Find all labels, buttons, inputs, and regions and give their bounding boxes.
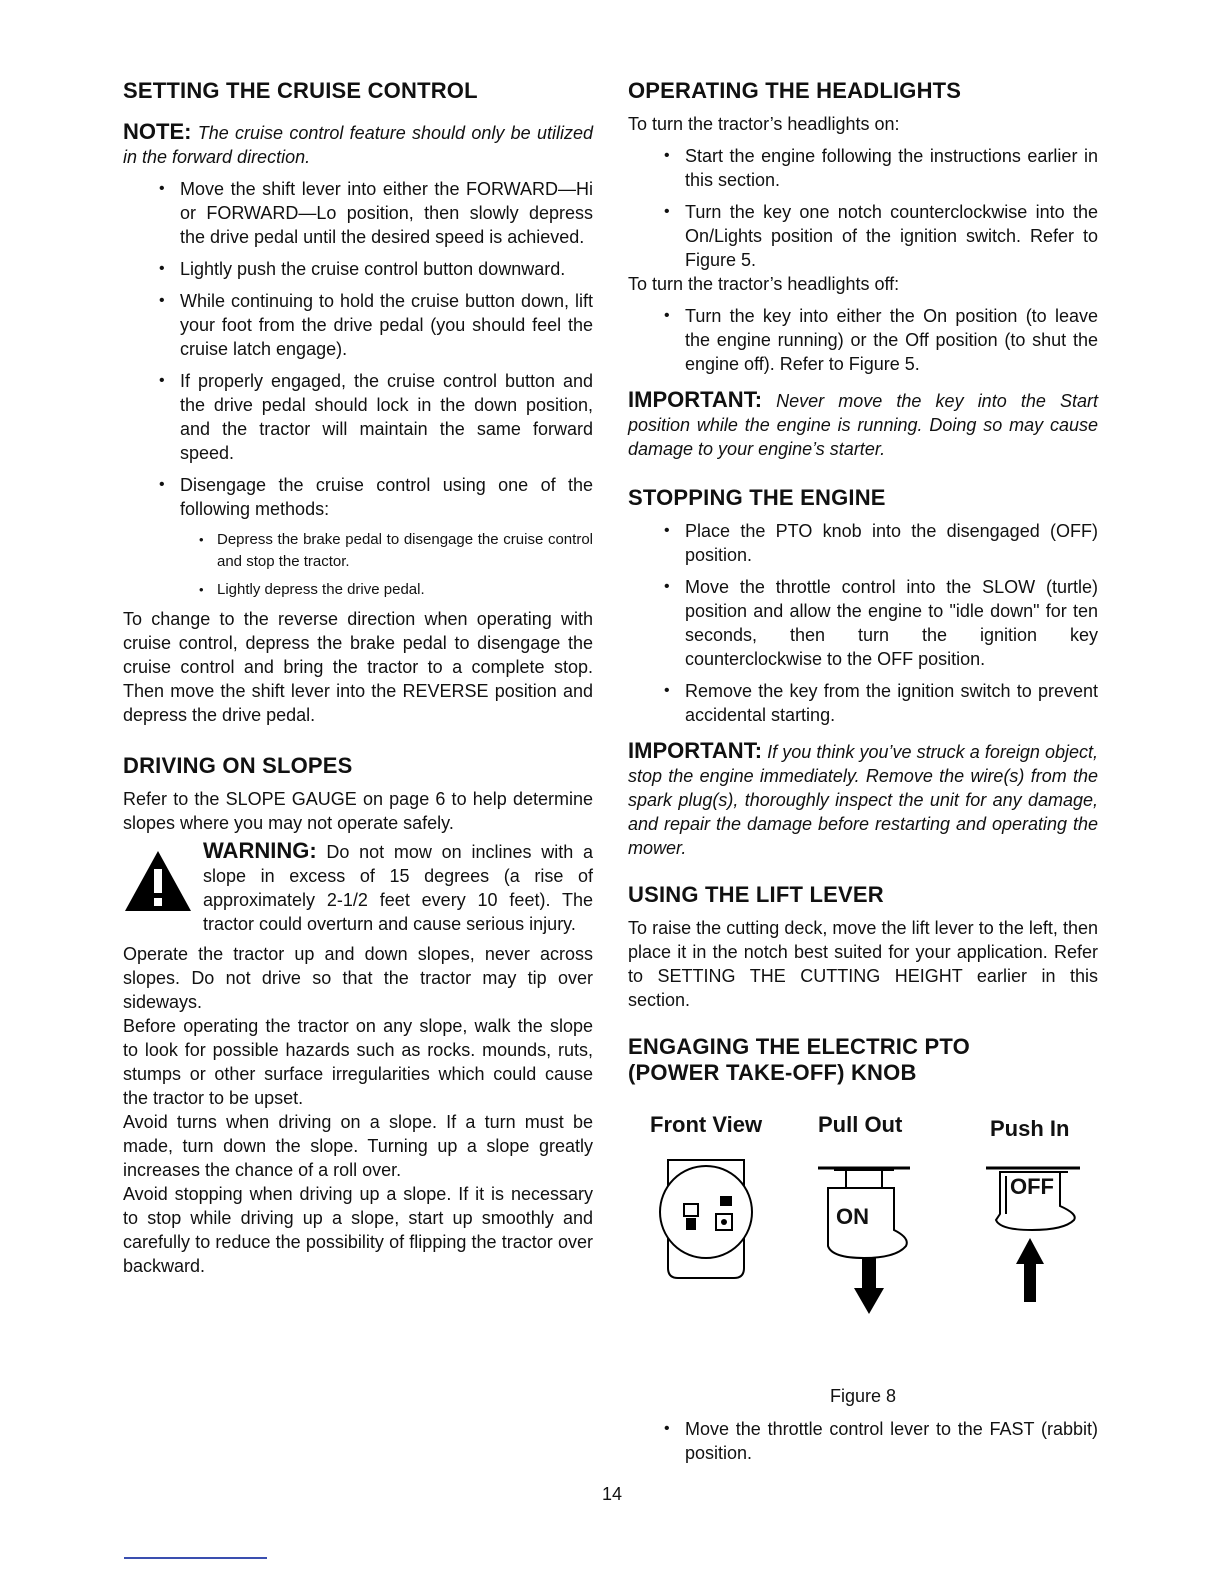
pull-out-label: Pull Out (818, 1112, 903, 1137)
list-item: • Lightly depress the drive pedal. (123, 579, 593, 601)
warning-block (123, 839, 593, 936)
lift-heading: USING THE LIFT LEVER (628, 882, 884, 907)
list-item: • Remove the key from the ignition switch to prevent accidental starting. (628, 679, 1098, 727)
warning-text-block (203, 839, 593, 936)
important-label: IMPORTANT: (628, 738, 763, 763)
list-item: • If properly engaged, the cruise control button and the drive pedal should lock in the down position, and the tractor will maintain the same forward speed. (123, 369, 593, 465)
stopping-important (628, 739, 1098, 860)
cruise-note (123, 120, 593, 169)
slopes-paragraph: Avoid stopping when driving up a slope. If it is necessary to stop while driving up a slope, start up smoothly and carefully to reduce the possibility of flipping the tractor over backward. (123, 1184, 593, 1276)
pto-bullets (628, 1417, 1098, 1465)
slopes-paragraph: Before operating the tractor on any slope, walk the slope to look for possible hazards such as rocks. mounds, ruts, stumps or other surface irregularities which could cause the tractor to be upset. (123, 1016, 593, 1108)
list-item: • Start the engine following the instructions earlier in this section. (628, 144, 1098, 192)
warning-triangle-icon (123, 839, 203, 918)
list-item: • Lightly push the cruise control button downward. (123, 257, 593, 281)
important-text: Never move the key into the Start position while the engine is running. Doing so may cause damage to your engine’s starter. (628, 391, 1098, 459)
note-text: The cruise control feature should only be utilized in the forward direction. (123, 123, 593, 167)
slopes-heading: DRIVING ON SLOPES (123, 753, 353, 778)
slopes-paragraph: Operate the tractor up and down slopes, never across slopes. Do not drive so that the tractor may tip over sideways. (123, 944, 593, 1012)
on-label: ON (836, 1204, 869, 1229)
figure-caption: Figure 8 (829, 1386, 897, 1406)
push-in-label: Push In (990, 1116, 1070, 1141)
list-item: • Turn the key one notch counterclockwise into the On/Lights position of the ignition switch. Refer to Figure 5. (628, 200, 1098, 272)
pto-knob-pull-out-icon (814, 1162, 924, 1322)
headlights-on-intro: To turn the tractor’s headlights on: (628, 114, 900, 134)
stopping-heading: STOPPING THE ENGINE (628, 485, 886, 510)
headlights-off-intro: To turn the tractor’s headlights off: (628, 274, 900, 294)
headlights-important (628, 388, 1098, 461)
list-item: • Turn the key into either the On position (to leave the engine running) or the Off position (to shut the engine off). Refer to Figure 5. (628, 304, 1098, 376)
cruise-heading: SETTING THE CRUISE CONTROL (123, 78, 478, 103)
important-label: IMPORTANT: (628, 387, 763, 412)
pto-knob-front-icon (654, 1156, 754, 1286)
important-text: If you think you’ve struck a foreign object, stop the engine immediately. Remove the wire(s) from the spark plug(s), thoroughly inspect the unit for any damage, and repair the damage before restarting and operating the mower. (628, 742, 1098, 858)
headlights-heading: OPERATING THE HEADLIGHTS (628, 78, 962, 103)
pto-heading-line2: (POWER TAKE-OFF) KNOB (628, 1060, 917, 1085)
lift-text: To raise the cutting deck, move the lift lever to the left, then place it in the notch best suited for your application. Refer to SETTING THE CUTTING HEIGHT earlier in this section. (628, 918, 1098, 1010)
slopes-intro: Refer to the SLOPE GAUGE on page 6 to help determine slopes where you may not operate safely. (123, 789, 593, 833)
list-item: • Move the shift lever into either the FORWARD—Hi or FORWARD—Lo position, then slowly depress the drive pedal until the desired speed is achieved. (123, 177, 593, 249)
off-label: OFF (1010, 1174, 1054, 1199)
footer-rule (124, 1557, 267, 1559)
list-item: • Move the throttle control into the SLOW (turtle) position and allow the engine to "idle down" for ten seconds, then turn the ignition key counterclockwise to the OFF position. (628, 575, 1098, 671)
list-item: • Place the PTO knob into the disengaged (OFF) position. (628, 519, 1098, 567)
cruise-bullets (123, 177, 593, 521)
slopes-paragraph: Avoid turns when driving on a slope. If a turn must be made, turn down the slope. Turning up a slope greatly increases the chance of a roll over. (123, 1112, 593, 1180)
headlights-on-bullets (628, 144, 1098, 272)
front-view-label: Front View (650, 1112, 763, 1137)
pto-figure (628, 1102, 1098, 1382)
headlights-off-bullets (628, 304, 1098, 376)
reverse-paragraph: To change to the reverse direction when operating with cruise control, depress the brake pedal to disengage the cruise control and bring the tractor to a complete stop. Then move the shift lever into the REVERSE position and depress the drive pedal. (123, 609, 593, 725)
page-number: 14 (601, 1484, 623, 1504)
list-item: • Depress the brake pedal to disengage the cruise control and stop the tractor. (123, 529, 593, 573)
warning-text: Do not mow on inclines with a slope in excess of 15 degrees (a rise of approximately 2-1/2 feet every 10 feet). The tractor could overturn and cause serious injury. (203, 842, 593, 934)
left-column (123, 78, 593, 1278)
warning-label: WARNING: (203, 838, 317, 863)
note-label: NOTE: (123, 119, 192, 144)
cruise-sub-bullets (123, 529, 593, 601)
pto-heading-line1: ENGAGING THE ELECTRIC PTO (628, 1034, 970, 1059)
list-item: • While continuing to hold the cruise button down, lift your foot from the drive pedal (you should feel the cruise latch engage). (123, 289, 593, 361)
list-item: • Move the throttle control lever to the FAST (rabbit) position. (628, 1417, 1098, 1465)
right-column (628, 78, 1098, 1473)
stopping-bullets (628, 519, 1098, 727)
list-item: • Disengage the cruise control using one of the following methods: (123, 473, 593, 521)
